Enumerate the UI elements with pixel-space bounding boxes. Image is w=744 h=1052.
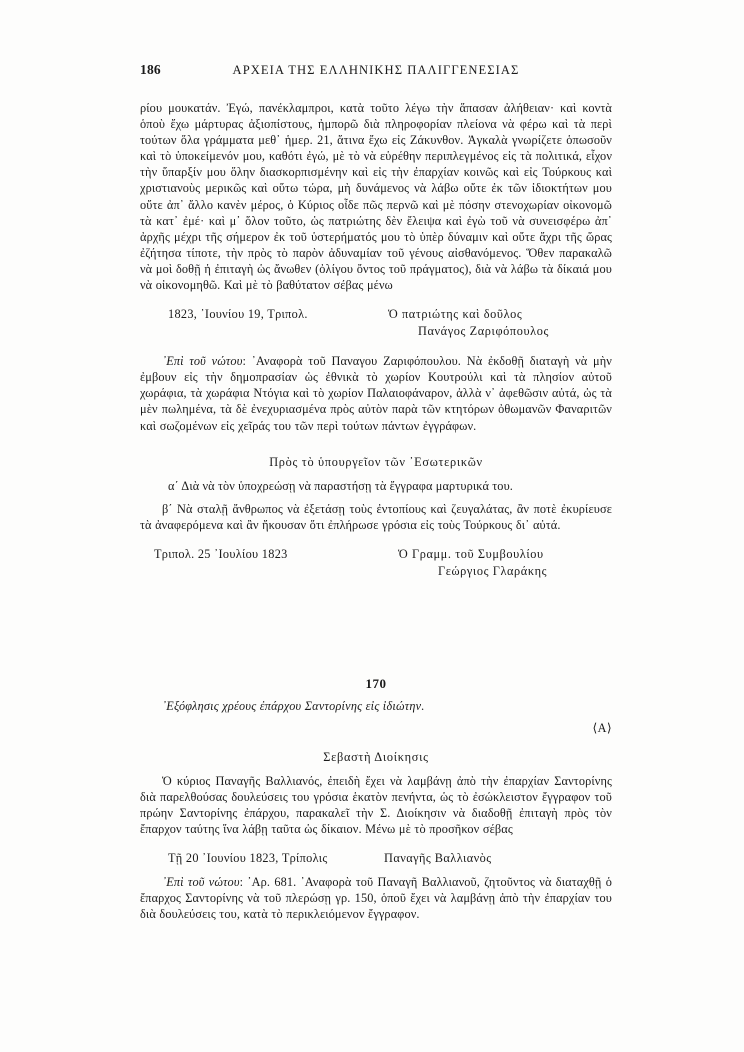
doc169-endorsement-label: ᾽Επὶ τοῦ νώτου	[162, 354, 243, 369]
doc169-signature-row-2	[140, 323, 612, 340]
doc169-signature-row-1	[140, 306, 612, 323]
spacer	[140, 580, 612, 642]
doc170-side-marker: ⟨Α⟩	[592, 720, 612, 735]
spacer	[140, 736, 612, 749]
doc170-endorsement-text: : ᾽Αρ. 681. ᾽Αναφορὰ τοῦ Παναγῆ Βαλλιανοῦ, ζητοῦντος νὰ διαταχθῇ ὁ ἔπαρχος Σαντορίνης νὰ τοῦ πλερώσῃ γρ. 150, ὁποῦ ἔχει νὰ λαμβάνῃ ἀπὸ τὴν ἐπαρχίαν του διὰ δουλεύσεις του, κατὰ τὸ περικλειόμενον ἔγγραφον.	[140, 875, 612, 922]
doc169-ministry-heading: Πρὸς τὸ ὑπουργεῖον τῶν ᾽Εσωτερικῶν	[269, 454, 483, 469]
doc169-body-paragraph: ρίου μουκατάν. Ἐγώ, πανέκλαμπροι, κατὰ τοῦτο λέγω τὴν ἅπασαν ἀλήθειαν· καὶ κοντὰ ὁποὺ ἔχω μάρτυρας ἀξιοπίστους, ἠμπορῶ διὰ πληροφορίαν πλείονα νὰ φέρω καὶ τὰ περὶ τούτων ὅλα γράμματα μεθ᾽ ἡμερ. 21, ἅτινα ἔχω εἰς Ζάκυνθον. Ἀγκαλὰ γνωρίζετε ὁπωσοῦν καὶ τὸ ὑποκείμενόν μου, καθότι ἐγώ, μὲ τὸ νὰ εὑρέθην περιπλεγμένος εἰς τὰ πολιτικά, εἶχον τὴν ὕπαρξίν μου ὅλην διασκορπισμένην καὶ εἰς τὴν ἐπαρχίαν κοινῶς καὶ εἰς Τούρκους καὶ χριστιανοὺς μερικῶς καὶ οὕτω τώρα, μὴ δυνάμενος νὰ λάβω οὔτε ἐκ τῶν ἰδιοκτήτων μου οὔτε ἀπ᾽ ἄλλο κανὲν μέρος, ὁ Κύριος οἶδε πῶς περνῶ καὶ μὲ πόσην στενοχωρίαν οἰκονομῶ τὰ κατ᾽ ἐμέ· καὶ μ᾽ ὅλον τοῦτο, ὡς πατριώτης δὲν ἔλειψα καὶ ἐγὼ τοῦ νὰ συνεισφέρω ἀπ᾽ ἀρχῆς μέχρι τῆς σήμερον ἐκ τοῦ ὑστερήματός μου τὸ ὑπὲρ δύναμιν καὶ οὔτε ἄχρι τῆς ὥρας ἐζήτησα τίποτε, τὴν πρὸς τὸ παρὸν ἀδυναμίαν τοῦ γένους αἰσθανόμενος. Ὅθεν παρακαλῶ νὰ μοὶ δοθῇ ἡ ἐπιταγὴ ὡς ἄνωθεν (ὀλίγου ὄντος τοῦ πράγματος), διὰ νὰ λάβω τὰ δίκαιά μου νὰ οἰκονομηθῶ. Καὶ μὲ τὸ βαθύτατον σέβας μένω	[140, 101, 612, 293]
doc169-signature2-role: Ὁ Γραμμ. τοῦ Συμβουλίου	[398, 546, 544, 561]
spacer	[140, 714, 612, 721]
spacer	[140, 494, 612, 501]
doc170-signature-date: Τῇ 20 ᾽Ιουνίου 1823, Τρίπολις	[168, 851, 328, 866]
doc169-signature2-date: Τριπολ. 25 ᾽Ιουλίου 1823	[154, 546, 288, 561]
page-content	[140, 62, 612, 923]
doc170-salutation: Σεβαστὴ Διοίκησις	[323, 749, 429, 764]
spacer	[140, 692, 612, 699]
spacer	[140, 533, 612, 546]
doc170-number: 170	[365, 675, 387, 691]
doc169-endorsement-paragraph	[140, 353, 612, 433]
spacer	[140, 471, 612, 478]
spacer	[140, 434, 612, 454]
doc170-endorsement-paragraph	[140, 874, 612, 922]
doc170-caption: ᾽Εξόφλησις χρέους ἐπάρχου Σαντορίνης εἰς ἰδιώτην.	[162, 698, 425, 713]
doc170-signature-row	[140, 850, 612, 867]
spacer	[140, 293, 612, 306]
doc169-signature-name: Πανάγος Ζαριφόπουλος	[418, 324, 549, 339]
doc169-signature-date: 1823, ᾽Ιουνίου 19, Τριπολ.	[168, 307, 308, 322]
doc169-signature-row-3	[140, 546, 612, 563]
spacer	[140, 867, 612, 874]
running-title: ΑΡΧΕΙΑ ΤΗΣ ΕΛΛΗΝΙΚΗΣ ΠΑΛΙΓΓΕΝΕΣΙΑΣ	[232, 63, 520, 77]
spacer	[140, 766, 612, 773]
doc169-signature-row-4	[140, 563, 612, 580]
doc169-signature-role: Ὁ πατριώτης καὶ δοῦλος	[388, 307, 523, 322]
doc170-endorsement-label: ᾽Επὶ τοῦ νώτου	[162, 875, 240, 890]
doc169-endorsement-text: : ᾽Αναφορὰ τοῦ Παναγου Ζαριφόπουλου. Νὰ ἐκδοθῇ διαταγὴ νὰ μὴν ἐμβουν εἰς τὴν δημοπρασίαν ὡς ἐθνικὰ τὸ χωρίον Κουτρούλι καὶ τὰ πλησίον αὐτοῦ χωράφια, τὰ χωράφια Ντόγια καὶ τὸ χωρίον Παλαιοφάναρον, ἀλλὰ ν᾽ ἀφεθῶσιν αὐτά, ὡς τὰ μὲν πωλημένα, τὰ δὲ ἐνεχυριασμένα πρὸς αὐτὸν παρὰ τῶν κτητόρων ὀθωμανῶν Φαναριτῶν καὶ σωζομένων εἰς χεῖράς του τῶν περὶ τούτων πάντων ἐγγράφων.	[140, 354, 612, 433]
spacer	[140, 837, 612, 850]
page-number: 186	[140, 62, 161, 77]
doc169-signature2-name: Γεώργιος Γλαράκης	[438, 563, 548, 578]
spacer	[140, 642, 612, 676]
doc170-signature-name: Παναγῆς Βαλλιανὸς	[384, 851, 492, 866]
spacer	[140, 340, 612, 353]
doc170-body-paragraph: Ὁ κύριος Παναγῆς Βαλλιανός, ἐπειδὴ ἔχει νὰ λαμβάνῃ ἀπὸ τὴν ἐπαρχίαν Σαντορίνης διὰ παρελθούσας δουλεύσεις του γρόσια ἑκατὸν πενήντα, ὡς τὸ ἐσώκλειστον ἔγγραφον τοῦ πρώην Σαντορίνης ἐπάρχου, παρακαλεῖ τὴν Σ. Διοίκησιν νὰ διαδοθῇ ἐπιταγὴ πρὸς τὸν ἔπαρχον ταύτης ἵνα λάβῃ ταῦτα ὡς δίκαιον. Μένω μὲ τὸ προσῆκον σέβας	[140, 773, 612, 837]
running-head	[140, 62, 612, 84]
doc169-clause-a: α΄ Διὰ νὰ τὸν ὑποχρεώσῃ νὰ παραστήσῃ τὰ ἔγγραφα μαρτυρικά του.	[168, 478, 513, 493]
doc169-clause-b: β΄ Νὰ σταλῇ ἄνθρωπος νὰ ἐξετάσῃ τοὺς ἐντοπίους καὶ ζευγαλάτας, ἂν ποτὲ ἐκυρίευσε τὰ ἀναφερόμενα καὶ ἂν ἤκουσαν ὅτι ἐπλήρωσε γρόσια εἰς τοὺς Τούρκους δι᾽ αὐτά.	[140, 501, 612, 532]
